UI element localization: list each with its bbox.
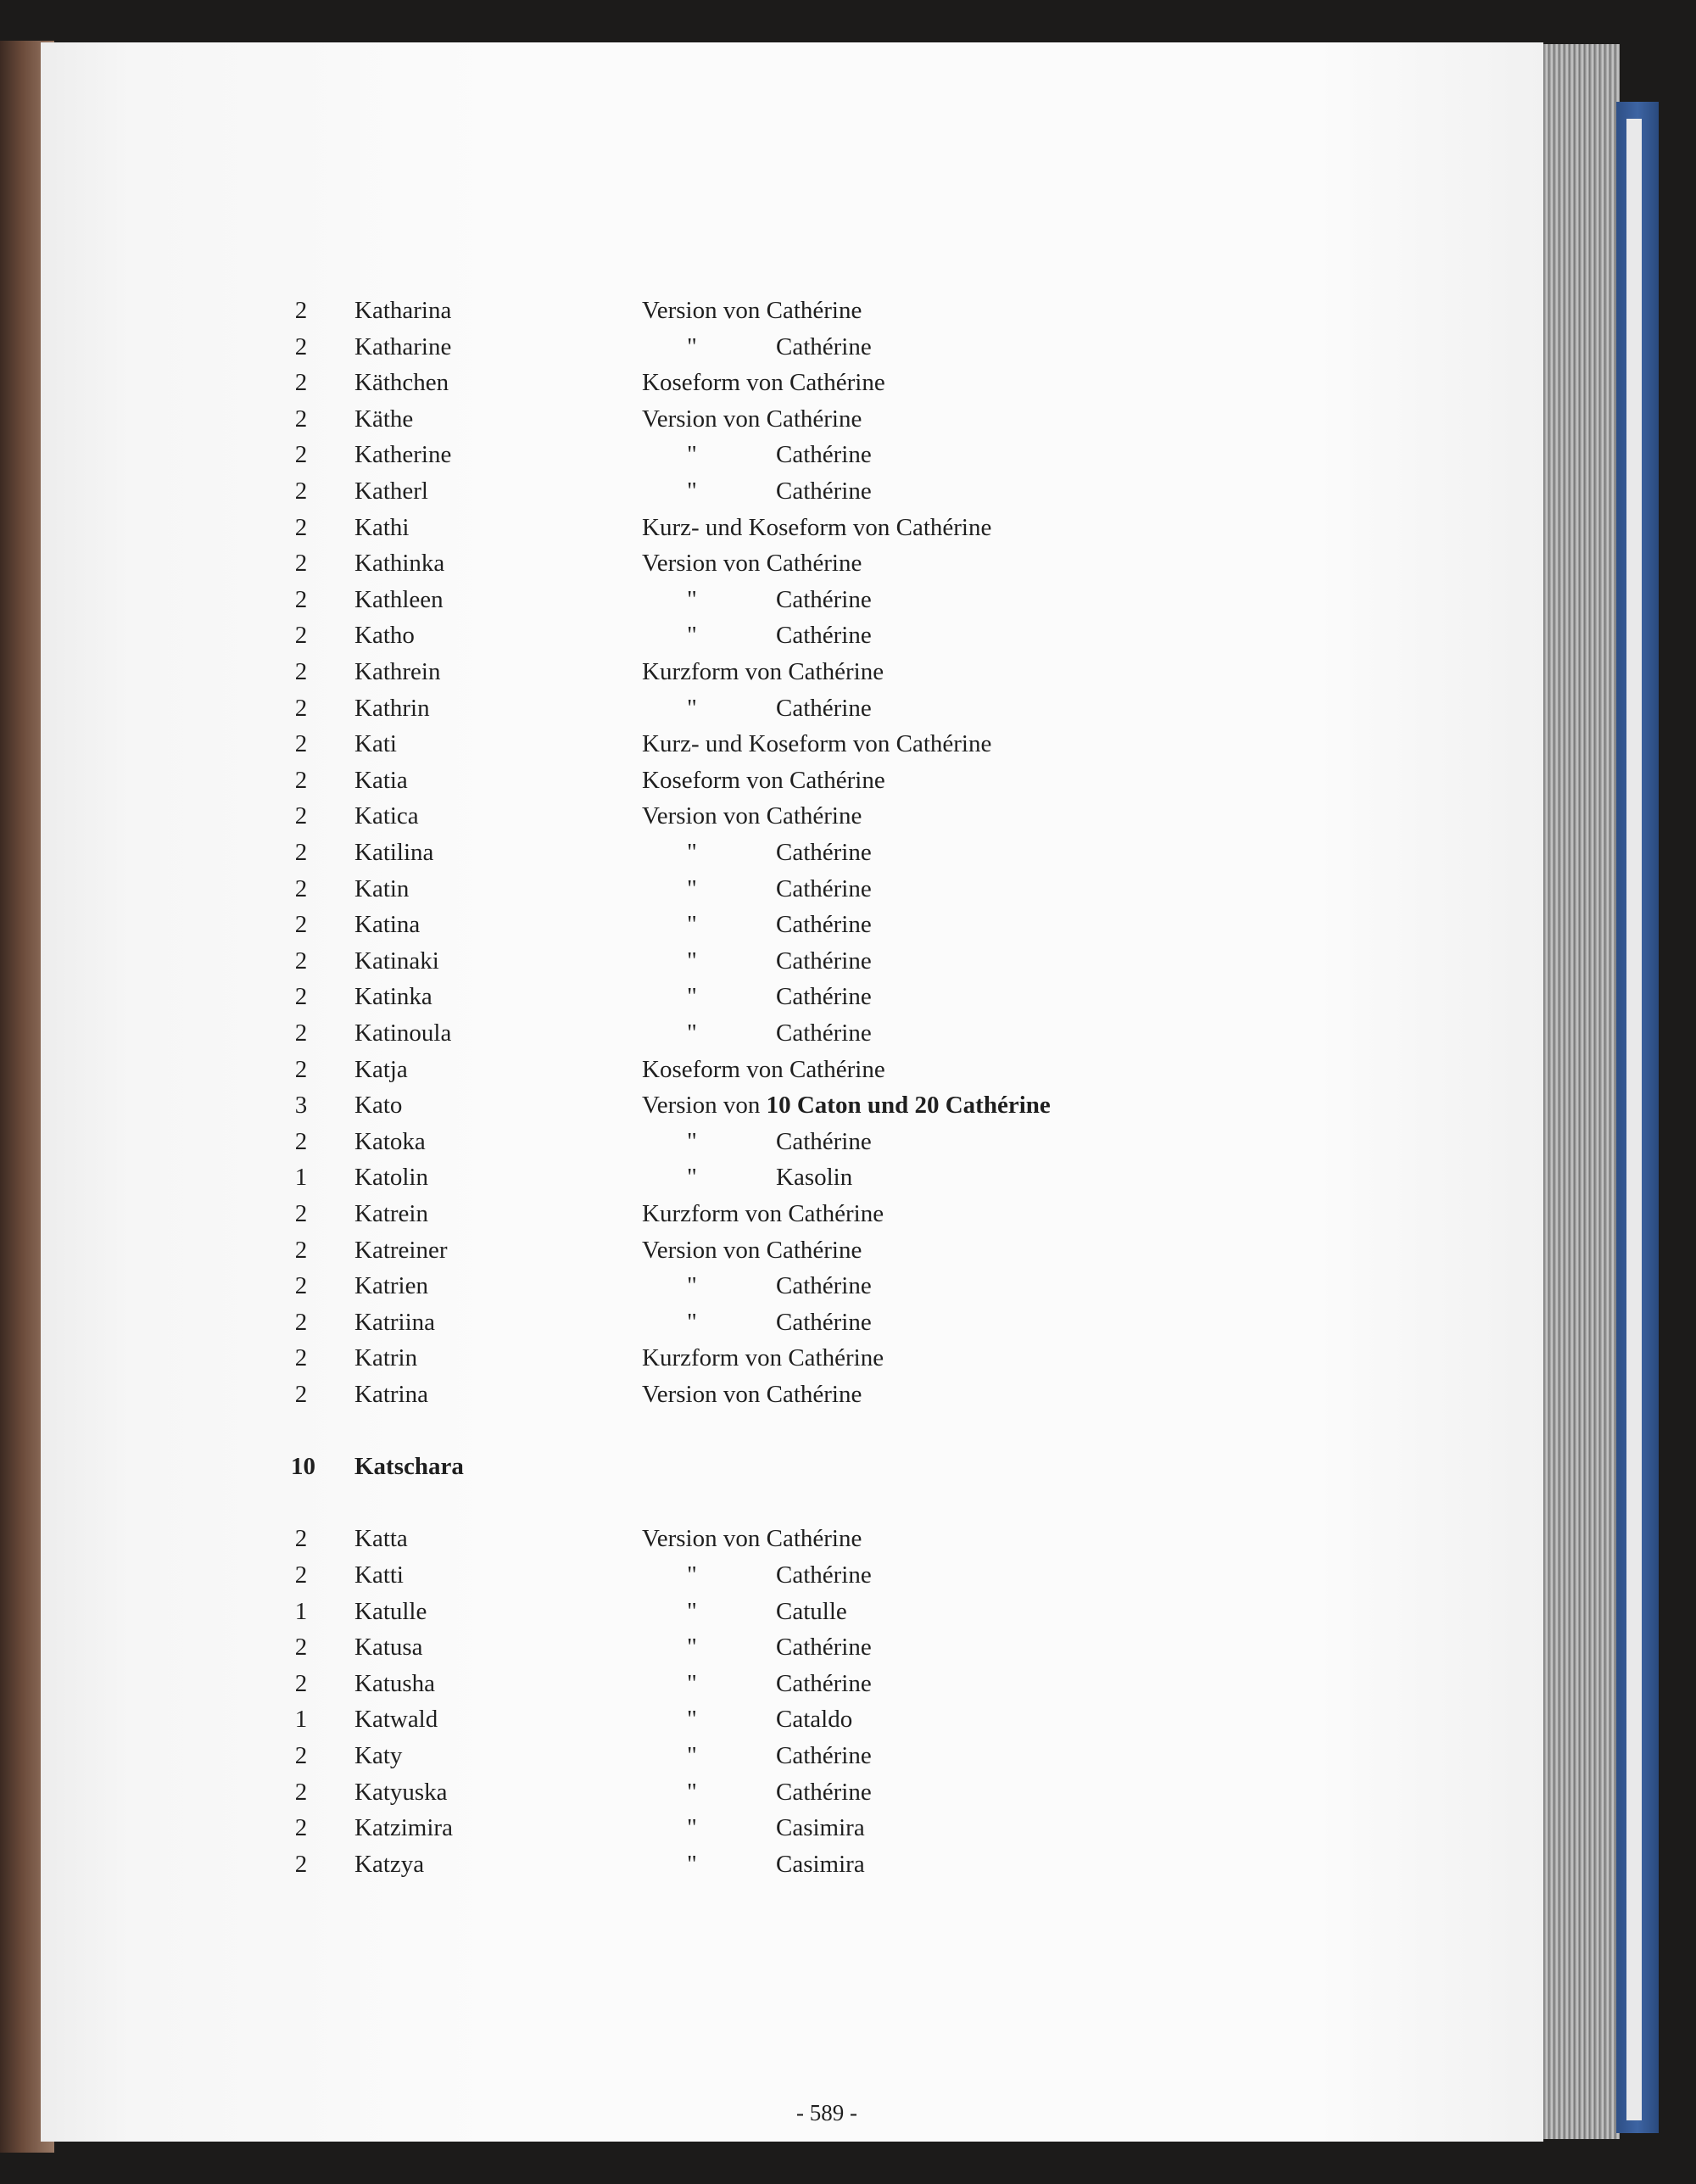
entry-number: 2 [294, 766, 308, 794]
entry-reference: Cathérine [776, 947, 872, 975]
list-item [0, 473, 1272, 509]
entry-reference: Cathérine [776, 1308, 872, 1336]
entry-description-text: Version von Cathérine [642, 802, 862, 830]
ditto-mark: " [687, 1597, 697, 1625]
entry-number: 2 [294, 622, 308, 650]
entry-number: 2 [294, 911, 308, 939]
page-number: - 589 - [796, 2100, 857, 2125]
entry-description [642, 1377, 862, 1412]
entry-name: Katherl [354, 478, 428, 505]
list-item [0, 907, 1272, 942]
entry-reference: Cathérine [776, 1272, 872, 1300]
entry-description [642, 654, 884, 690]
ditto-mark: " [687, 1272, 697, 1300]
entry-description [642, 1521, 862, 1556]
ditto-mark: " [687, 839, 697, 866]
ditto-mark: " [687, 947, 697, 975]
entry-number: 2 [294, 730, 308, 758]
entry-number: 2 [294, 441, 308, 469]
entry-name: Katyuska [354, 1778, 448, 1806]
entry-number: 2 [294, 839, 308, 866]
ditto-mark: " [687, 478, 697, 505]
entry-number: 2 [294, 1127, 308, 1155]
entry-description [642, 365, 885, 400]
entry-name: Kathrein [354, 658, 441, 685]
ditto-mark: " [687, 874, 697, 902]
entry-number: 2 [294, 1055, 308, 1083]
entry-name: Kathinka [354, 550, 445, 578]
entry-description-text: Koseform von Cathérine [642, 766, 885, 794]
entry-name: Katulle [354, 1597, 427, 1625]
entry-number: 2 [294, 1634, 308, 1662]
entry-name: Katti [354, 1561, 404, 1589]
entry-number: 2 [294, 1850, 308, 1878]
entry-reference: Cathérine [776, 478, 872, 505]
entry-name: Katrin [354, 1344, 418, 1372]
entry-name: Kato [354, 1092, 403, 1120]
list-item [0, 1124, 1272, 1159]
list-item [0, 654, 1272, 690]
entry-number: 2 [294, 983, 308, 1011]
list-item [0, 1774, 1272, 1810]
entry-number: 2 [294, 297, 308, 324]
list-item [0, 617, 1272, 653]
entry-name: Katrina [354, 1381, 428, 1408]
ditto-mark: " [687, 1019, 697, 1047]
list-item [0, 1521, 1272, 1556]
entry-description-bold: 10 Caton und 20 Cathérine [766, 1092, 1051, 1120]
entry-reference: Cathérine [776, 911, 872, 939]
entry-reference: Cathérine [776, 874, 872, 902]
list-item [0, 1052, 1272, 1087]
entry-description [642, 1196, 884, 1232]
list-item [0, 943, 1272, 979]
entry-number: 2 [294, 478, 308, 505]
entry-name: Kathrin [354, 694, 430, 722]
entry-name: Kathi [354, 513, 410, 541]
ditto-mark: " [687, 694, 697, 722]
list-item [0, 798, 1272, 834]
entry-name: Katusa [354, 1634, 423, 1662]
list-item [0, 1594, 1272, 1629]
list-item [0, 545, 1272, 581]
entry-name: Katin [354, 874, 410, 902]
entry-name: Katharine [354, 332, 452, 360]
entry-description [642, 510, 991, 545]
entry-description-text: Version von Cathérine [642, 550, 862, 578]
entry-name: Katta [354, 1525, 408, 1553]
entry-description-text: Kurzform von Cathérine [642, 1344, 884, 1372]
entry-description-text: Version von Cathérine [642, 1525, 862, 1553]
list-item [0, 871, 1272, 907]
list-item [0, 1738, 1272, 1773]
entry-description [642, 762, 885, 798]
entry-reference: Casimira [776, 1814, 865, 1842]
ditto-mark: " [687, 1850, 697, 1878]
entry-number: 2 [294, 585, 308, 613]
entry-reference: Cathérine [776, 1669, 872, 1697]
entry-name: Katolin [354, 1164, 428, 1192]
entry-number: 2 [294, 1742, 308, 1769]
entry-name: Katy [354, 1742, 403, 1769]
entry-number: 3 [294, 1092, 308, 1120]
entry-number: 2 [294, 1561, 308, 1589]
entry-number: 2 [294, 1236, 308, 1264]
entry-reference: Cathérine [776, 585, 872, 613]
list-item [0, 762, 1272, 798]
entry-description [642, 1340, 884, 1376]
entry-number: 2 [294, 1019, 308, 1047]
list-item [0, 1087, 1272, 1123]
entry-number: 2 [294, 1778, 308, 1806]
entry-name: Katia [354, 766, 408, 794]
entry-name: Katoka [354, 1127, 426, 1155]
entry-reference: Cathérine [776, 839, 872, 866]
entry-name: Kathleen [354, 585, 444, 613]
list-item [0, 1159, 1272, 1195]
entry-description [642, 545, 862, 581]
entry-number: 2 [294, 1381, 308, 1408]
ditto-mark: " [687, 332, 697, 360]
list-item [0, 1846, 1272, 1882]
section-header [0, 1449, 1272, 1484]
entry-number: 10 [291, 1453, 315, 1481]
entry-name: Katusha [354, 1669, 436, 1697]
list-item [0, 437, 1272, 472]
ditto-mark: " [687, 1669, 697, 1697]
ditto-mark: " [687, 1127, 697, 1155]
entry-name: Kati [354, 730, 397, 758]
list-item [0, 1015, 1272, 1051]
ditto-mark: " [687, 1742, 697, 1769]
entry-number: 2 [294, 802, 308, 830]
list-item [0, 1701, 1272, 1737]
list-item [0, 1268, 1272, 1304]
ditto-mark: " [687, 1308, 697, 1336]
entry-name: Katschara [354, 1453, 464, 1481]
entry-description [642, 1087, 1051, 1123]
entry-name: Katinoula [354, 1019, 452, 1047]
entry-name: Katrien [354, 1272, 428, 1300]
entry-description [642, 401, 862, 437]
entry-reference: Cathérine [776, 1127, 872, 1155]
entry-reference: Cathérine [776, 332, 872, 360]
entry-number: 2 [294, 1200, 308, 1227]
entry-name: Katica [354, 802, 419, 830]
entry-number: 2 [294, 405, 308, 433]
entry-description-text: Kurzform von Cathérine [642, 1200, 884, 1227]
ditto-mark: " [687, 1778, 697, 1806]
list-item [0, 365, 1272, 400]
entry-number: 2 [294, 1272, 308, 1300]
list-item [0, 1340, 1272, 1376]
entry-name: Katja [354, 1055, 408, 1083]
list-item [0, 1304, 1272, 1340]
entry-reference: Cathérine [776, 1634, 872, 1662]
list-item [0, 1232, 1272, 1268]
entry-name: Katreiner [354, 1236, 448, 1264]
entry-description [642, 1052, 885, 1087]
entry-name: Käthchen [354, 369, 449, 397]
list-item [0, 401, 1272, 437]
entry-name: Katho [354, 622, 415, 650]
entry-description-text: Version von [642, 1092, 767, 1120]
entry-reference: Cathérine [776, 1778, 872, 1806]
entry-reference: Cathérine [776, 622, 872, 650]
entry-name: Katilina [354, 839, 434, 866]
entry-number: 2 [294, 513, 308, 541]
ditto-mark: " [687, 1706, 697, 1734]
entry-number: 1 [294, 1597, 308, 1625]
entry-name: Katriina [354, 1308, 436, 1336]
entry-reference: Cathérine [776, 441, 872, 469]
entry-name: Katinaki [354, 947, 439, 975]
entry-description-text: Kurzform von Cathérine [642, 658, 884, 685]
entry-description-text: Kurz- und Koseform von Cathérine [642, 730, 992, 758]
entry-name: Katina [354, 911, 421, 939]
entry-description [642, 1232, 862, 1268]
list-item [0, 726, 1272, 762]
entry-name: Käthe [354, 405, 414, 433]
list-item [0, 329, 1272, 365]
entry-number: 2 [294, 369, 308, 397]
ditto-mark: " [687, 911, 697, 939]
entry-number: 2 [294, 694, 308, 722]
entry-description [642, 726, 991, 762]
entry-description-text: Version von Cathérine [642, 1381, 862, 1408]
entry-number: 1 [294, 1164, 308, 1192]
entry-number: 2 [294, 1344, 308, 1372]
ditto-mark: " [687, 1561, 697, 1589]
entry-number: 2 [294, 1308, 308, 1336]
entry-number: 2 [294, 1669, 308, 1697]
entry-reference: Cathérine [776, 1561, 872, 1589]
entry-reference: Casimira [776, 1850, 865, 1878]
entry-number: 2 [294, 947, 308, 975]
entry-description-text: Version von Cathérine [642, 297, 862, 324]
entry-name: Katrein [354, 1200, 428, 1227]
entry-reference: Kasolin [776, 1164, 853, 1192]
entry-reference: Cathérine [776, 1019, 872, 1047]
ditto-mark: " [687, 983, 697, 1011]
entry-description-text: Kurz- und Koseform von Cathérine [642, 513, 992, 541]
list-item [0, 690, 1272, 726]
entry-description [642, 293, 862, 328]
ditto-mark: " [687, 1164, 697, 1192]
entry-number: 2 [294, 332, 308, 360]
entry-number: 2 [294, 874, 308, 902]
book-cover-inner [1626, 119, 1642, 2120]
entry-reference: Cataldo [776, 1706, 853, 1734]
entry-name: Katherine [354, 441, 452, 469]
ditto-mark: " [687, 1814, 697, 1842]
entry-description-text: Version von Cathérine [642, 405, 862, 433]
entry-name: Katinka [354, 983, 432, 1011]
entry-description-text: Koseform von Cathérine [642, 1055, 885, 1083]
entry-number: 2 [294, 1525, 308, 1553]
entry-number: 2 [294, 550, 308, 578]
list-item [0, 1629, 1272, 1665]
list-item [0, 1377, 1272, 1412]
entry-reference: Cathérine [776, 1742, 872, 1769]
entry-reference: Cathérine [776, 983, 872, 1011]
entry-description-text: Version von Cathérine [642, 1236, 862, 1264]
entry-number: 2 [294, 1814, 308, 1842]
list-item [0, 1810, 1272, 1846]
list-item [0, 293, 1272, 328]
entry-description-text: Koseform von Cathérine [642, 369, 885, 397]
list-item [0, 979, 1272, 1014]
entry-reference: Catulle [776, 1597, 847, 1625]
entry-name: Katzya [354, 1850, 425, 1878]
list-item [0, 1196, 1272, 1232]
list-item [0, 1666, 1272, 1701]
entry-number: 1 [294, 1706, 308, 1734]
entry-description [642, 798, 862, 834]
list-item [0, 510, 1272, 545]
list-item [0, 1557, 1272, 1593]
ditto-mark: " [687, 1634, 697, 1662]
list-item [0, 835, 1272, 870]
entry-name: Katwald [354, 1706, 438, 1734]
ditto-mark: " [687, 585, 697, 613]
entry-name: Katharina [354, 297, 452, 324]
entry-reference: Cathérine [776, 694, 872, 722]
list-item [0, 582, 1272, 617]
ditto-mark: " [687, 441, 697, 469]
entry-name: Katzimira [354, 1814, 453, 1842]
ditto-mark: " [687, 622, 697, 650]
entry-number: 2 [294, 658, 308, 685]
